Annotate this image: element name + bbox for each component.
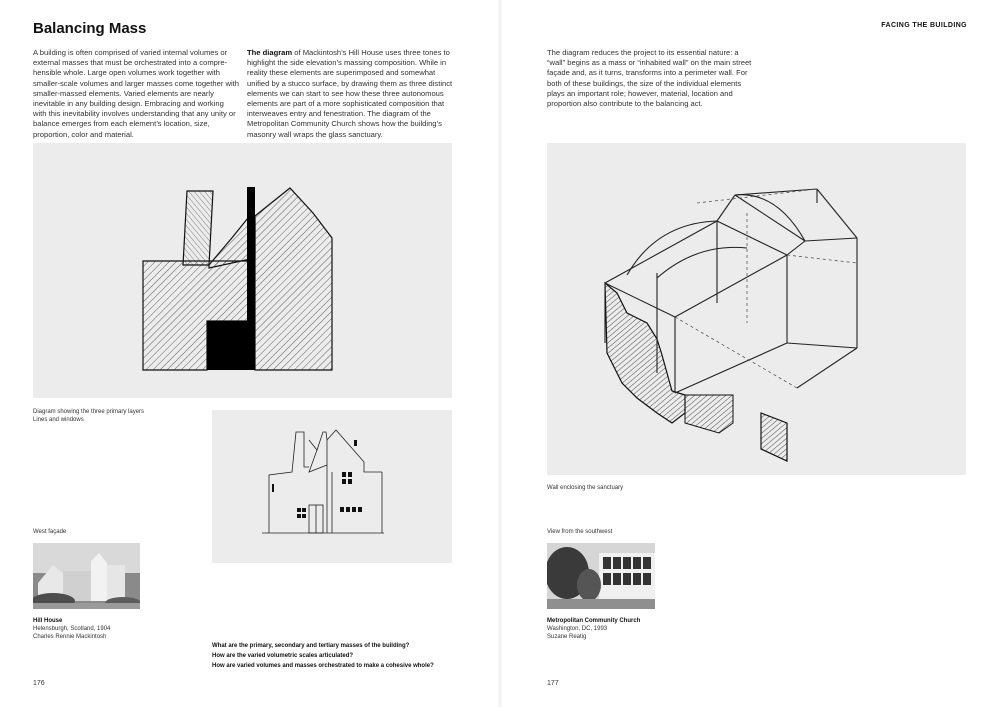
southwest-caption: View from the southwest (547, 529, 613, 535)
axonometric-diagram (547, 143, 966, 475)
question-2: How are the varied volumetric scales articulated? (212, 653, 354, 659)
church-name: Metropolitan Community Church (547, 618, 641, 624)
hill-house-architect: Charles Rennie Mackintosh (33, 634, 107, 640)
diagram-text: of Mackintosh’s Hill House uses three tones to highlight the side elevation’s massing composition. While in reality these elements are superimposed and somewhat unified by a stucco surface, by drawing them as three distinct elements we can start to see how these three autonomous elements are part of a more sophisticated composition that interweaves entry and fenestration. The diagram of the Metropolitan Community Church shows how the building’s masonry wall wraps the glass sanctuary. (247, 48, 453, 139)
figure1-caption-line2: Lines and windows (33, 417, 84, 423)
question-3: How are varied volumes and masses orchestrated to make a cohesive whole? (212, 663, 434, 669)
question-1: What are the primary, secondary and tertiary masses of the building? (212, 643, 410, 649)
section-label: FACING THE BUILDING (881, 22, 967, 29)
massing-diagram-panel (33, 143, 452, 398)
hill-house-name: Hill House (33, 618, 63, 624)
intro-paragraph: A building is often comprised of varied internal volumes or external masses that must be orchestrated into a comprehensible whole. Large open volumes work together with smaller-scale volumes and larger masses come together with smaller-massed elements. Varied elements are nearly inevitable in any building design. Embracing and working with this inevitability involves understanding that any unity or balance emerges from each element’s location, size, proportion, color and material. (33, 48, 239, 139)
right-paragraph: The diagram reduces the project to its essential nature: a “wall” begins as a mass or “inhabited wall” on the main street façade and, as it turns, transforms into a perimeter wall. For both of these buildings, the size of the individual elements plays an important role; however, material, location and proportion also contribute to the balancing act. (547, 48, 752, 109)
axonometric-panel (547, 143, 966, 475)
west-facade-caption: West façade (33, 529, 67, 535)
hill-house-credit (33, 617, 193, 641)
diagram-paragraph (247, 48, 455, 140)
page-title: Balancing Mass (33, 20, 147, 37)
questions-list (212, 641, 492, 671)
page-number-right: 177 (547, 680, 559, 687)
church-architect: Suzane Reatig (547, 634, 587, 640)
church-location: Washington, DC, 1993 (547, 626, 608, 632)
sanctuary-caption: Wall enclosing the sanctuary (547, 485, 624, 491)
figure1-caption-line1: Diagram showing the three primary layers (33, 409, 145, 415)
church-credit (547, 617, 717, 641)
hill-house-photo (33, 543, 140, 609)
church-photo (547, 543, 655, 609)
left-tower-mass (183, 191, 213, 265)
line-elevation-drawing (212, 410, 452, 563)
page-number-left: 176 (33, 680, 45, 687)
detached-wall (761, 413, 787, 461)
hill-house-location: Helensburgh, Scotland, 1904 (33, 626, 111, 632)
diagram-lead: The diagram (247, 48, 293, 57)
line-drawing-panel (212, 410, 452, 563)
figure1-caption (33, 408, 213, 424)
right-page (500, 0, 1000, 707)
perimeter-wall-hatch (605, 283, 685, 423)
massing-diagram (33, 143, 452, 398)
gable-mass (255, 188, 332, 370)
entry-black (207, 321, 255, 370)
wall-return (685, 395, 733, 433)
